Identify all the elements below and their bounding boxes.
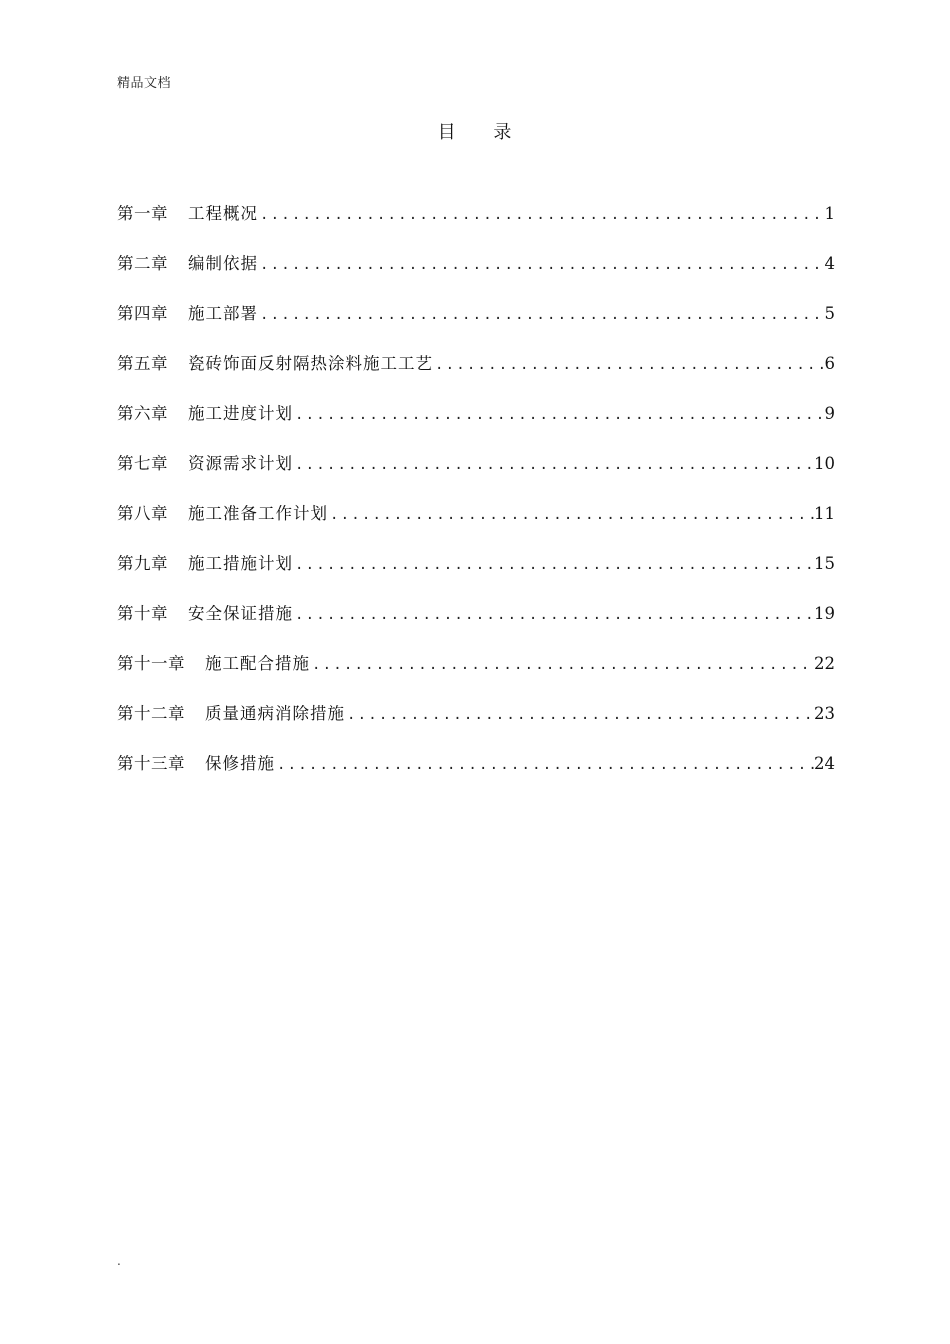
toc-entry[interactable] <box>117 600 835 650</box>
toc-entry[interactable] <box>117 200 835 250</box>
toc-page-number: 5 <box>824 304 835 323</box>
toc-chapter-number: 第一章 <box>117 204 168 223</box>
toc-entry[interactable] <box>117 300 835 350</box>
toc-page-number: 1 <box>824 204 835 223</box>
toc-page-number: 10 <box>814 454 835 473</box>
toc-dot-leader <box>293 407 825 423</box>
toc-dot-leader <box>433 357 825 373</box>
toc-page-number: 19 <box>814 604 835 623</box>
toc-dot-leader <box>345 707 814 723</box>
toc-entry[interactable] <box>117 550 835 600</box>
toc-dot-leader <box>293 607 814 623</box>
toc-page-number: 9 <box>824 404 835 423</box>
toc-chapter-number: 第二章 <box>117 254 168 273</box>
toc-entry[interactable] <box>117 250 835 300</box>
toc-chapter-title: 保修措施 <box>205 754 275 773</box>
toc-dot-leader <box>328 507 814 523</box>
toc-dot-leader <box>293 557 814 573</box>
toc-entry[interactable] <box>117 750 835 800</box>
toc-chapter-number: 第七章 <box>117 454 168 473</box>
toc-page-number: 11 <box>814 504 835 523</box>
toc-page-number: 15 <box>814 554 835 573</box>
toc-chapter-title: 资源需求计划 <box>188 454 293 473</box>
toc-chapter-number: 第八章 <box>117 504 168 523</box>
toc-entry[interactable] <box>117 450 835 500</box>
toc-chapter-title: 瓷砖饰面反射隔热涂料施工工艺 <box>188 354 433 373</box>
toc-chapter-title: 施工措施计划 <box>188 554 293 573</box>
toc-dot-leader <box>258 257 825 273</box>
toc-entry[interactable] <box>117 400 835 450</box>
toc-chapter-title: 施工进度计划 <box>188 404 293 423</box>
toc-dot-leader <box>293 457 814 473</box>
toc-chapter-title: 施工部署 <box>188 304 258 323</box>
toc-entry[interactable] <box>117 700 835 750</box>
toc-chapter-title: 工程概况 <box>188 204 258 223</box>
toc-page-number: 22 <box>814 654 835 673</box>
toc-chapter-number: 第十三章 <box>117 754 185 773</box>
toc-page-number: 23 <box>814 704 835 723</box>
toc-chapter-title: 质量通病消除措施 <box>205 704 345 723</box>
toc-title: 目 录 <box>437 122 513 143</box>
toc-dot-leader <box>258 207 825 223</box>
toc-page-number: 6 <box>824 354 835 373</box>
toc-list <box>117 200 835 800</box>
toc-chapter-number: 第十二章 <box>117 704 185 723</box>
toc-entry[interactable] <box>117 650 835 700</box>
toc-chapter-title: 安全保证措施 <box>188 604 293 623</box>
toc-chapter-number: 第六章 <box>117 404 168 423</box>
header-watermark-text: 精品文档 <box>117 76 172 91</box>
toc-chapter-number: 第九章 <box>117 554 168 573</box>
toc-chapter-title: 编制依据 <box>188 254 258 273</box>
toc-chapter-title: 施工配合措施 <box>205 654 310 673</box>
toc-dot-leader <box>275 757 814 773</box>
toc-dot-leader <box>258 307 825 323</box>
toc-dot-leader <box>310 657 814 673</box>
toc-chapter-number: 第十一章 <box>117 654 185 673</box>
toc-entry[interactable] <box>117 500 835 550</box>
footer-dot-mark: . <box>117 1254 121 1268</box>
toc-chapter-number: 第五章 <box>117 354 168 373</box>
toc-chapter-number: 第四章 <box>117 304 168 323</box>
toc-page-number: 24 <box>814 754 835 773</box>
toc-page-number: 4 <box>824 254 835 273</box>
toc-entry[interactable] <box>117 350 835 400</box>
toc-chapter-number: 第十章 <box>117 604 168 623</box>
toc-chapter-title: 施工准备工作计划 <box>188 504 328 523</box>
